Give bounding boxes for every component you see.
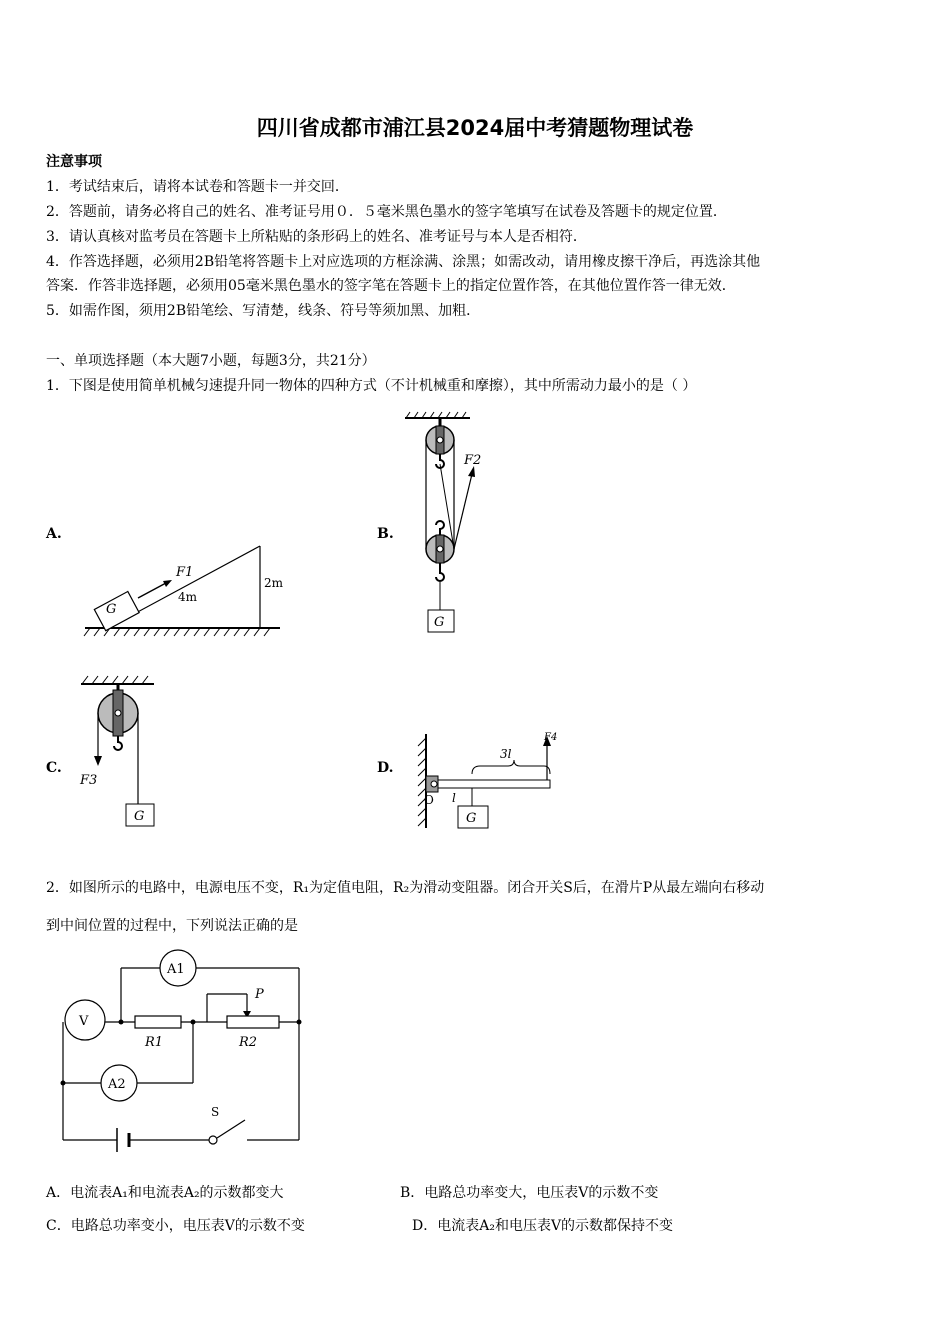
fig-d-long-arm: 3l xyxy=(500,747,512,761)
fig-a-height: 2m xyxy=(264,576,284,590)
page-title: 四川省成都市浦江县2024届中考猜题物理试卷 xyxy=(256,116,694,140)
circuit-p-label: P xyxy=(255,987,264,1002)
figure-a-incline xyxy=(80,540,290,640)
q1-option-d-label: D. xyxy=(377,760,394,776)
notice-item: 3．请认真核对监考员在答题卡上所粘贴的条形码上的姓名、准考证号与本人是否相符． xyxy=(46,229,587,245)
question-2-stem-line2: 到中间位置的过程中，下列说法正确的是 xyxy=(46,918,298,934)
circuit-a2-label: A2 xyxy=(108,1077,126,1092)
circuit-a1-label: A1 xyxy=(167,962,185,977)
figure-c-fixed-pulley xyxy=(76,666,166,836)
notice-item: 2．答题前，请务必将自己的姓名、准考证号用０．５毫米黑色墨水的签字笔填写在试卷及答题卡的规定位置． xyxy=(46,204,727,220)
fig-c-weight: G xyxy=(134,809,145,824)
notice-item: 5．如需作图，须用2B铅笔绘、写清楚，线条、符号等须加黑、加粗． xyxy=(46,303,481,319)
circuit-s-label: S xyxy=(211,1105,220,1119)
notice-heading: 注意事项 xyxy=(46,154,102,170)
fig-d-short-arm: l xyxy=(452,791,456,805)
notice-item: 答案．作答非选择题，必须用05毫米黑色墨水的签字笔在答题卡上的指定位置作答，在其他位置作答一律无效． xyxy=(46,278,736,294)
fig-b-weight: G xyxy=(434,615,445,630)
q1-option-a-label: A. xyxy=(46,526,62,542)
fig-c-force: F3 xyxy=(80,773,98,788)
fig-d-weight: G xyxy=(466,811,477,826)
circuit-r2-label: R2 xyxy=(239,1035,258,1050)
question-2-stem-line1: 2．如图所示的电路中，电源电压不变，R₁为定值电阻，R₂为滑动变阻器。闭合开关S后，在滑片P从最左端向右移动 xyxy=(46,880,765,896)
notice-item: 1．考试结束后，请将本试卷和答题卡一并交回． xyxy=(46,179,349,195)
circuit-r1-label: R1 xyxy=(145,1035,164,1050)
q2-option-c: C．电路总功率变小，电压表V的示数不变 xyxy=(46,1218,305,1234)
q2-option-b: B．电路总功率变大，电压表V的示数不变 xyxy=(400,1185,659,1201)
q2-option-d: D．电流表A₂和电压表V的示数都保持不变 xyxy=(412,1218,674,1234)
figure-q2-circuit xyxy=(55,948,315,1168)
circuit-v-label: V xyxy=(79,1014,89,1029)
fig-b-force: F2 xyxy=(464,453,482,468)
fig-a-slope: 4m xyxy=(178,590,198,604)
fig-a-weight: G xyxy=(106,602,117,617)
q2-option-a: A．电流表A₁和电流表A₂的示数都变大 xyxy=(46,1185,284,1201)
question-1-stem: 1．下图是使用简单机械匀速提升同一物体的四种方式（不计机械重和摩擦），其中所需动力最小的是（ ） xyxy=(46,378,697,394)
fig-d-force: F4 xyxy=(544,732,558,743)
q1-option-b-label: B. xyxy=(377,526,394,542)
q1-option-c-label: C. xyxy=(46,760,62,776)
fig-a-force: F1 xyxy=(176,565,194,580)
figure-d-lever xyxy=(400,726,570,836)
section-heading: 一、单项选择题（本大题7小题，每题3分，共21分） xyxy=(46,353,376,369)
figure-b-pulley-block xyxy=(400,412,510,642)
notice-item: 4．作答选择题，必须用2B铅笔将答题卡上对应选项的方框涂满、涂黑；如需改动，请用橡皮擦干净后，再选涂其他 xyxy=(46,254,761,270)
fig-d-pivot: O xyxy=(424,793,434,807)
